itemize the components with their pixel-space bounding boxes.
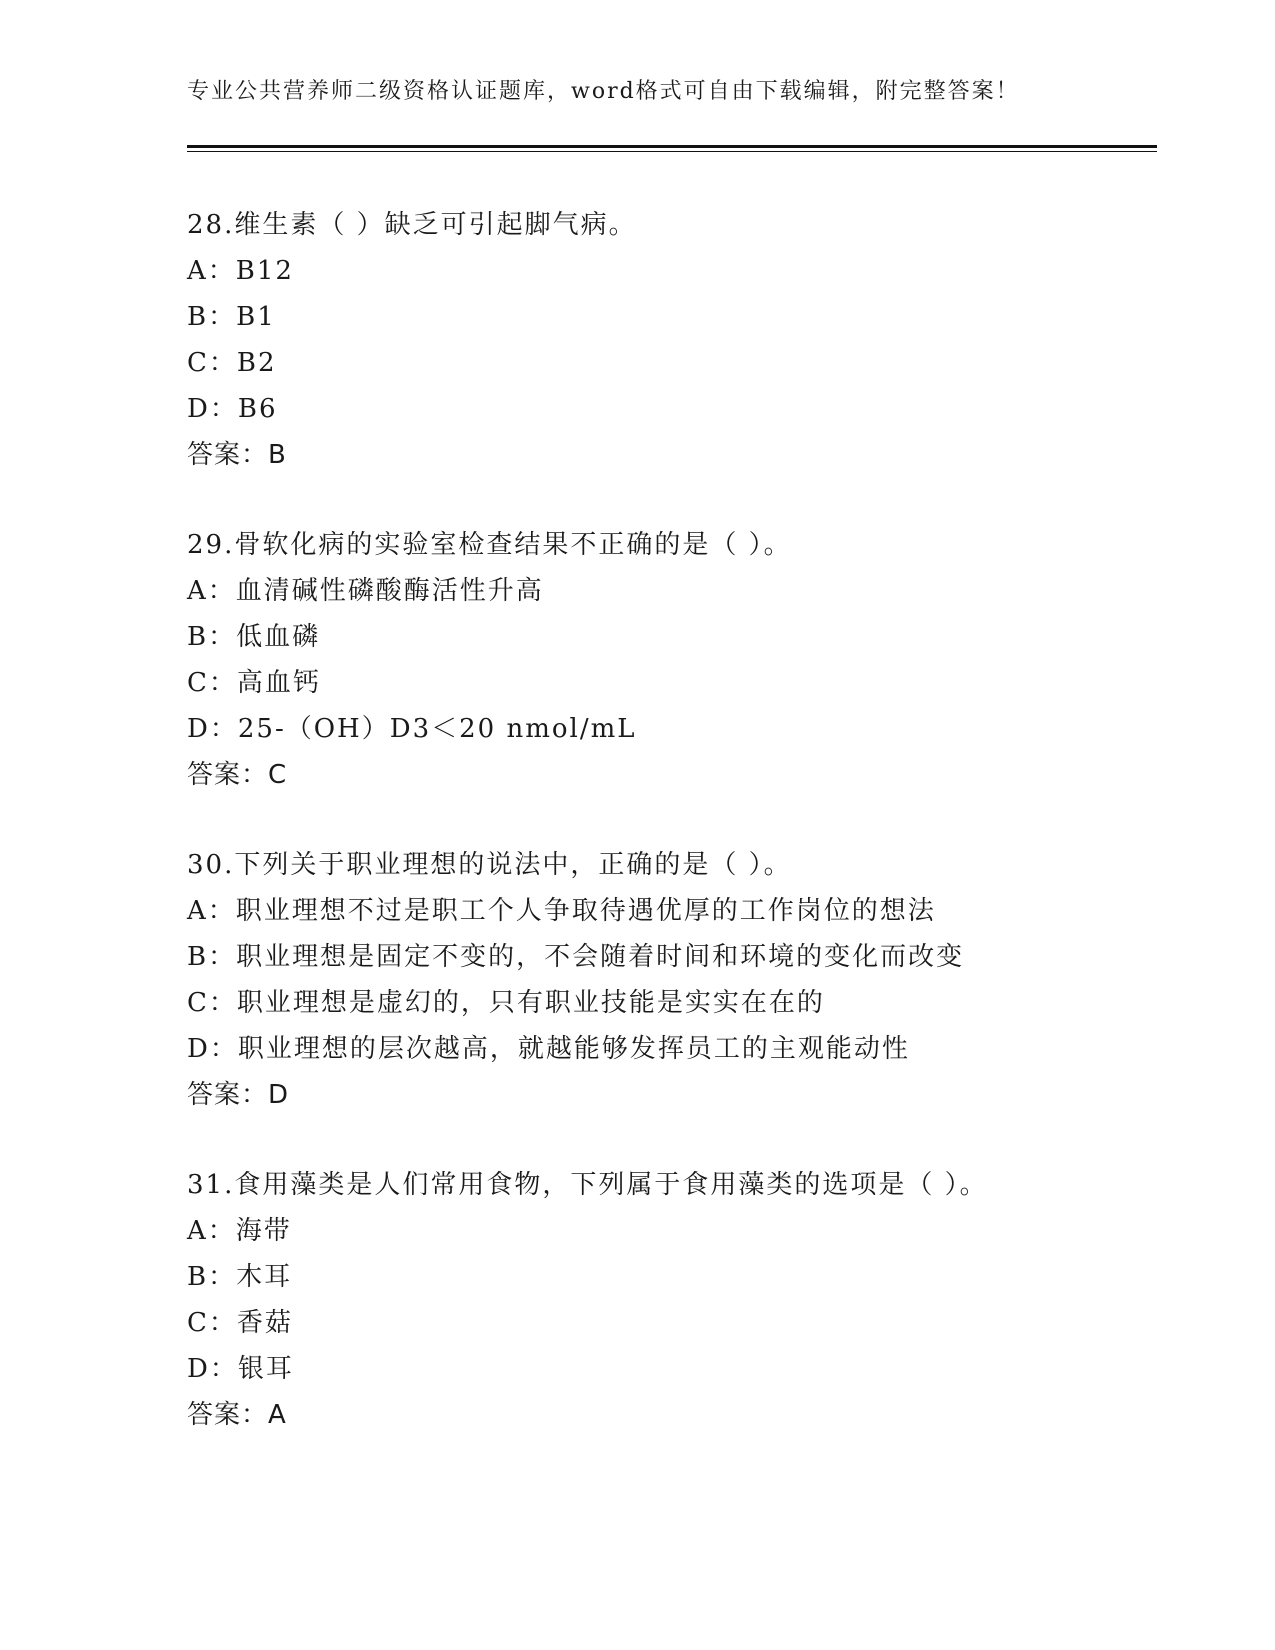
answer-line: 答案：C <box>187 760 288 790</box>
option-b <box>187 1254 1157 1300</box>
answer-line: 答案：A <box>187 1400 287 1430</box>
option-text: 香菇 <box>236 1308 293 1338</box>
question-stem: 30.下列关于职业理想的说法中，正确的是（ ）。 <box>187 850 792 880</box>
option-d <box>187 1026 1157 1072</box>
option-c <box>187 340 1157 386</box>
option-key: B： <box>187 1262 237 1292</box>
option-d <box>187 706 1157 752</box>
answer-line: 答案：D <box>187 1080 290 1110</box>
question-stem: 31.食用藻类是人们常用食物，下列属于食用藻类的选项是（ ）。 <box>187 1170 988 1200</box>
option-key: B： <box>187 302 237 332</box>
option-key: C： <box>187 348 237 378</box>
option-a <box>187 1208 1157 1254</box>
option-a <box>187 568 1157 614</box>
option-key: D： <box>187 714 238 744</box>
option-text: B12 <box>235 256 294 286</box>
option-text: 职业理想是虚幻的，只有职业技能是实实在在的 <box>236 988 825 1018</box>
option-text: 木耳 <box>236 1262 293 1292</box>
question-28 <box>187 202 1157 478</box>
option-text: B6 <box>237 394 278 424</box>
option-d <box>187 386 1157 432</box>
option-key: B： <box>187 942 237 972</box>
question-stem: 28.维生素（ ）缺乏可引起脚气病。 <box>187 210 637 240</box>
option-key: A： <box>187 256 236 286</box>
option-text: B1 <box>236 302 276 332</box>
option-b <box>187 934 1157 980</box>
header-rule-thick <box>187 145 1157 148</box>
option-a <box>187 248 1157 294</box>
option-b <box>187 614 1157 660</box>
question-list <box>187 202 1157 1482</box>
option-key: A： <box>187 576 236 606</box>
option-c <box>187 1300 1157 1346</box>
option-text: 血清碱性磷酸酶活性升高 <box>235 576 544 606</box>
option-a <box>187 888 1157 934</box>
question-31 <box>187 1162 1157 1438</box>
option-key: C： <box>187 668 237 698</box>
option-c <box>187 980 1157 1026</box>
option-text: 海带 <box>235 1216 292 1246</box>
header-rule-thin <box>187 151 1157 152</box>
option-text: 25-（OH）D3＜20 nmol/mL <box>237 714 637 744</box>
option-text: 银耳 <box>237 1354 294 1384</box>
option-text: 职业理想不过是职工个人争取待遇优厚的工作岗位的想法 <box>235 896 936 926</box>
answer-line: 答案：B <box>187 440 287 470</box>
page-header: 专业公共营养师二级资格认证题库，word格式可自由下载编辑，附完整答案！ <box>187 79 1020 104</box>
option-key: C： <box>187 988 237 1018</box>
option-key: B： <box>187 622 237 652</box>
option-key: C： <box>187 1308 237 1338</box>
option-text: B2 <box>236 348 277 378</box>
option-key: D： <box>187 1034 238 1064</box>
option-key: A： <box>187 896 236 926</box>
option-text: 职业理想的层次越高，就越能够发挥员工的主观能动性 <box>237 1034 910 1064</box>
option-key: D： <box>187 394 238 424</box>
option-text: 高血钙 <box>236 668 321 698</box>
option-c <box>187 660 1157 706</box>
option-key: A： <box>187 1216 236 1246</box>
option-key: D： <box>187 1354 238 1384</box>
option-b <box>187 294 1157 340</box>
option-text: 低血磷 <box>236 622 321 652</box>
question-stem: 29.骨软化病的实验室检查结果不正确的是（ ）。 <box>187 530 792 560</box>
option-d <box>187 1346 1157 1392</box>
question-29 <box>187 522 1157 798</box>
question-30 <box>187 842 1157 1118</box>
option-text: 职业理想是固定不变的，不会随着时间和环境的变化而改变 <box>236 942 965 972</box>
